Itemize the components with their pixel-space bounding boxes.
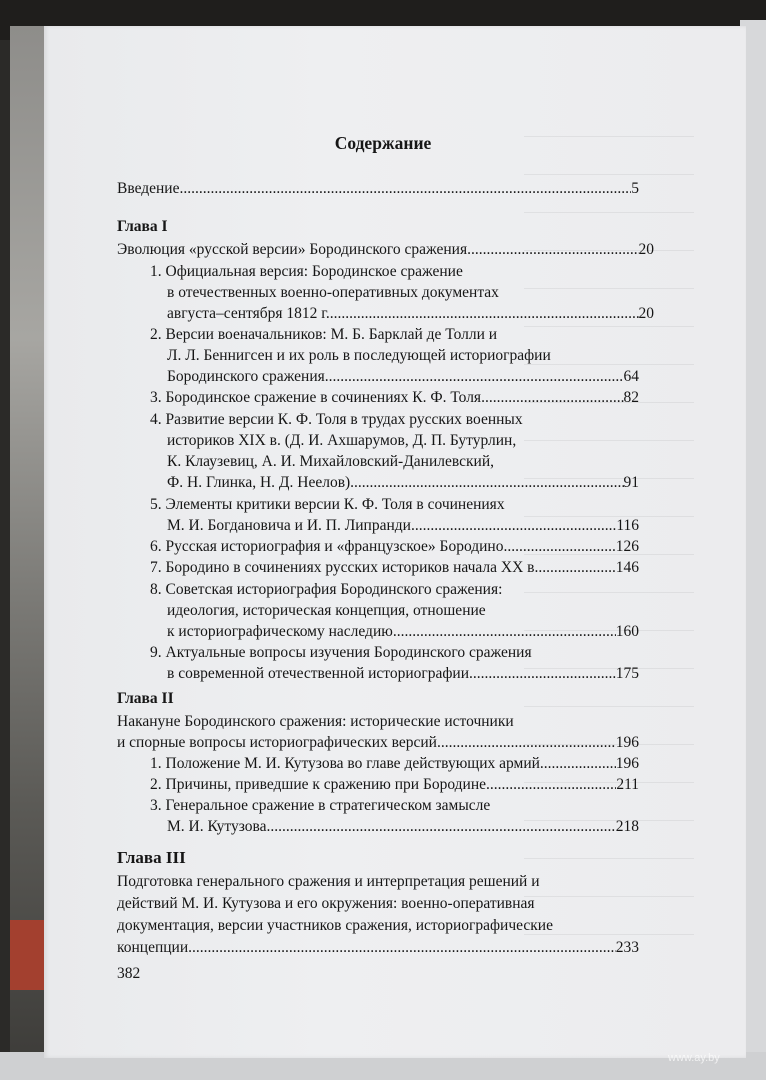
toc-entry-line: Накануне Бородинского сражения: исторические источники — [117, 713, 514, 730]
toc-entry-label: 6. Русская историография и «французское» Бородино — [150, 538, 504, 555]
leader-dots — [267, 817, 616, 837]
leader-dots — [188, 938, 616, 958]
toc-entry — [167, 516, 639, 536]
toc-entry-label: М. И. Богдановича и И. П. Липранди — [167, 517, 411, 534]
toc-page-number: 196 — [615, 734, 639, 751]
toc-entry-label: 3. Бородинское сражение в сочинениях К. Ф. Толя — [150, 389, 482, 406]
toc-entry-label: Введение — [117, 180, 180, 197]
toc-page-number: 126 — [615, 538, 639, 555]
toc-entry — [117, 733, 639, 753]
toc-entry-line: Л. Л. Беннигсен и их роль в последующей историографии — [167, 347, 551, 364]
chapter-heading: Глава II — [117, 690, 174, 707]
toc-page-number: 146 — [615, 559, 639, 576]
toc-entry — [150, 388, 639, 408]
page-number: 382 — [117, 965, 141, 982]
toc-page-number: 211 — [616, 776, 639, 793]
toc-entry-line: 9. Актуальные вопросы изучения Бородинского сражения — [150, 644, 532, 661]
toc-entry — [150, 754, 639, 774]
toc-entry-line: 8. Советская историография Бородинского сражения: — [150, 581, 503, 598]
toc-page-number: 196 — [615, 755, 639, 772]
toc-entry-label: и спорные вопросы историографических версий — [117, 734, 437, 751]
toc-entry-intro — [117, 179, 639, 199]
leader-dots — [179, 179, 631, 199]
toc-entry — [167, 367, 639, 387]
toc-entry-line: идеология, историческая концепция, отношение — [167, 602, 486, 619]
watermark: www.ay.by — [668, 1052, 720, 1064]
toc-entry — [167, 304, 654, 324]
toc-entry-line: 2. Версии военачальников: М. Б. Барклай де Толли и — [150, 326, 498, 343]
leader-dots — [481, 388, 623, 408]
toc-entry — [150, 775, 639, 795]
toc-entry-label: в современной отечественной историографии — [167, 665, 470, 682]
leader-dots — [325, 367, 624, 387]
toc-page-number: 5 — [631, 180, 639, 197]
leader-dots — [437, 733, 616, 753]
toc-entry-line: 1. Официальная версия: Бородинское сражение — [150, 263, 463, 280]
toc-page-number: 233 — [615, 939, 639, 956]
leader-dots — [350, 473, 623, 493]
toc-entry-label: 7. Бородино в сочинениях русских историков начала XX в. — [150, 559, 539, 576]
toc-entry-line: действий М. И. Кутузова и его окружения: военно-оперативная — [117, 895, 535, 912]
toc-entry-line: Подготовка генерального сражения и интерпретация решений и — [117, 873, 540, 890]
toc-entry-label: Эволюция «русской версии» Бородинского сражения — [117, 241, 468, 258]
leader-dots — [330, 304, 639, 324]
toc-entry-label: 2. Причины, приведшие к сражению при Бородине — [150, 776, 487, 793]
toc-entry — [117, 938, 639, 958]
toc-entry — [117, 240, 654, 260]
toc-page-number: 160 — [615, 623, 639, 640]
toc-page-number: 116 — [616, 517, 639, 534]
toc-page-number: 20 — [638, 305, 654, 322]
toc-page-number: 82 — [623, 389, 639, 406]
toc-entry-line: историков XIX в. (Д. И. Ахшарумов, Д. П. Бутурлин, — [167, 432, 517, 449]
toc-entry-label: Бородинского сражения — [167, 368, 325, 385]
toc-page-number: 218 — [615, 818, 639, 835]
toc-entry-label: к историографическому наследию — [167, 623, 393, 640]
leader-dots — [503, 537, 615, 557]
page-title: Содержание — [334, 133, 432, 153]
toc-entry — [167, 664, 639, 684]
toc-entry — [167, 622, 639, 642]
toc-entry-label: М. И. Кутузова — [167, 818, 267, 835]
leader-dots — [411, 516, 616, 536]
toc-entry — [167, 473, 639, 493]
toc-entry-label: 1. Положение М. И. Кутузова во главе действующих армий — [150, 755, 540, 772]
leader-dots — [538, 558, 615, 578]
toc-entry — [167, 817, 639, 837]
toc-entry-label: августа–сентября 1812 г. — [167, 305, 330, 322]
toc-entry-line: документация, версии участников сражения, историографические — [117, 917, 553, 934]
leader-dots — [393, 622, 616, 642]
leader-dots — [467, 240, 638, 260]
toc-entry — [150, 537, 639, 557]
toc-entry — [150, 558, 639, 578]
toc-entry-line: К. Клаузевиц, А. И. Михайловский-Данилевский, — [167, 453, 494, 470]
toc-page-number: 20 — [638, 241, 654, 258]
toc-entry-line: 4. Развитие версии К. Ф. Толя в трудах русских военных — [150, 411, 523, 428]
toc-entry-line: 3. Генеральное сражение в стратегическом замысле — [150, 797, 491, 814]
toc-page-number: 91 — [623, 474, 639, 491]
toc-entry-line: в отечественных военно-оперативных документах — [167, 284, 499, 301]
toc-entry-label: концепции — [117, 939, 189, 956]
leader-dots — [469, 664, 616, 684]
chapter-heading: Глава I — [117, 218, 168, 235]
leader-dots — [486, 775, 616, 795]
toc-page-number: 64 — [623, 368, 639, 385]
toc-page-number: 175 — [615, 665, 639, 682]
toc-entry-line: 5. Элементы критики версии К. Ф. Толя в сочинениях — [150, 496, 505, 513]
leader-dots — [540, 754, 616, 774]
toc-entry-label: Ф. Н. Глинка, Н. Д. Неелов) — [167, 474, 351, 491]
chapter-heading: Глава III — [117, 848, 186, 867]
